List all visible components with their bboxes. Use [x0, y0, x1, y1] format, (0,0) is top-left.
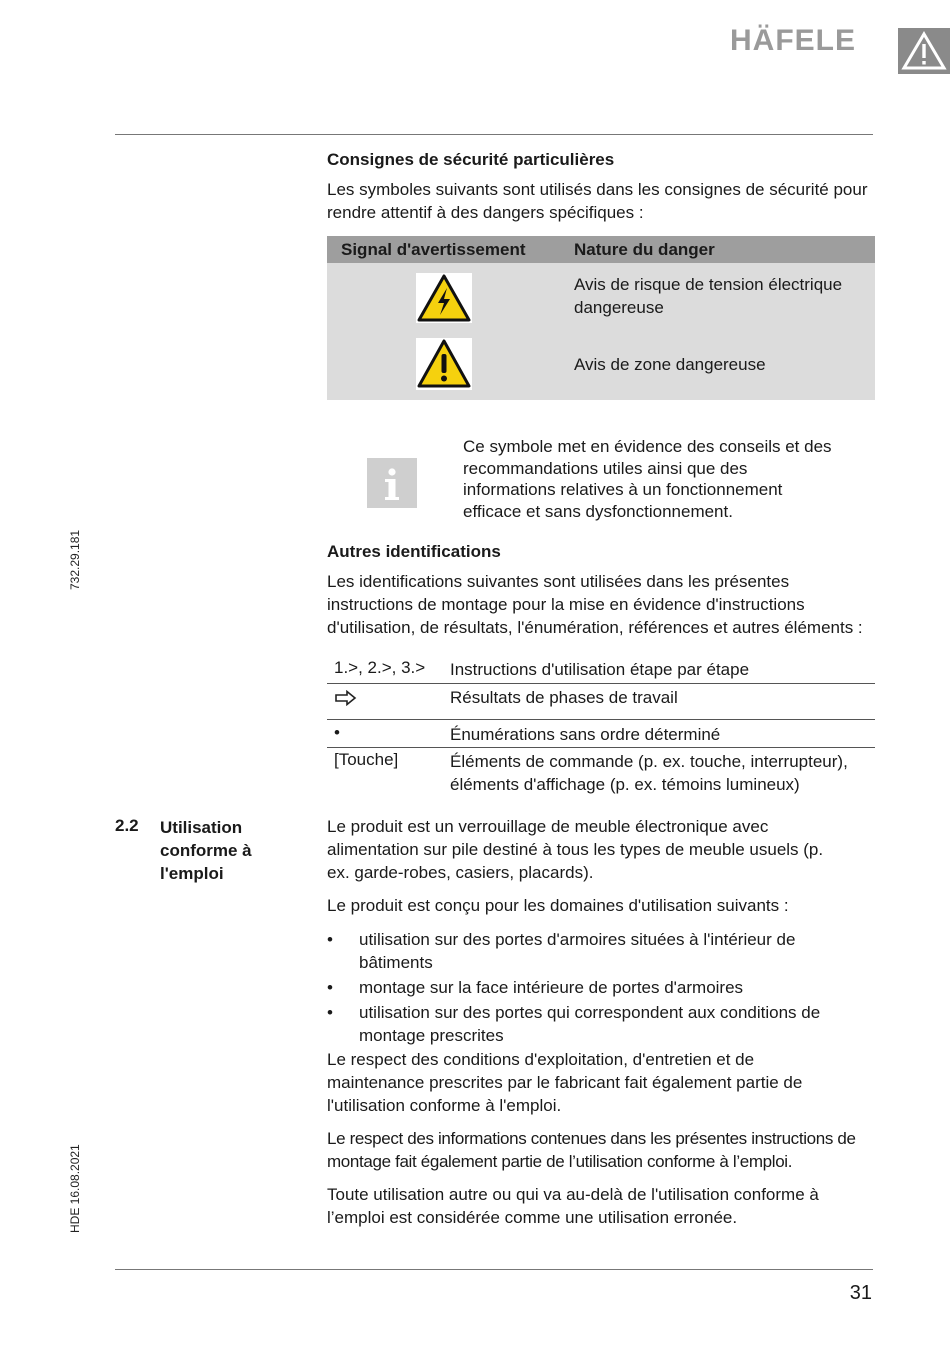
- result-arrow-icon: [334, 690, 358, 711]
- ident-mark: 1.>, 2.>, 3.>: [334, 658, 426, 677]
- section-para-1: Le produit est un verrouillage de meuble électronique avec alimentation sur pile destiné à tous les types de meuble usuels (p. ex. garde-robes, casiers, placards).: [327, 817, 824, 882]
- ident-desc: Éléments de commande (p. ex. touche, interrupteur), éléments d'affichage (p. ex. témoins lumineux): [450, 752, 848, 794]
- ident-desc: Résultats de phases de travail: [450, 688, 678, 707]
- info-note-text: Ce symbole met en évidence des conseils et des recommandations utiles ainsi que des informations relatives à un fonctionnement efficace et sans dysfonctionnement.: [463, 437, 832, 522]
- section-title: Utilisation conforme à l'emploi: [160, 818, 252, 883]
- section-para-5: Toute utilisation autre ou qui va au-delà de l'utilisation conforme à l’emploi est considérée comme une utilisation erronée.: [327, 1185, 819, 1227]
- list-item: • utilisation sur des portes d'armoires situées à l'intérieur de bâtiments: [327, 928, 827, 974]
- ident-mark: [Touche]: [334, 750, 399, 769]
- list-item: • montage sur la face intérieure de portes d'armoires: [327, 976, 827, 999]
- header-signal: Signal d'avertissement: [341, 240, 526, 259]
- electric-hazard-icon: [416, 273, 472, 328]
- section-para-3: Le respect des conditions d'exploitation, d'entretien et de maintenance prescrites par le fabricant fait également partie de l'utilisation conforme à l'emploi.: [327, 1050, 803, 1115]
- info-icon: [367, 458, 417, 508]
- ident-row: [327, 720, 875, 748]
- list-item: • utilisation sur des portes qui correspondent aux conditions de montage prescrites: [327, 1001, 827, 1047]
- bottom-rule: [115, 1269, 873, 1270]
- ident-desc: Énumérations sans ordre déterminé: [450, 725, 721, 744]
- brand-logo: HÄFELE: [730, 24, 856, 57]
- section-para-2: Le produit est conçu pour les domaines d'utilisation suivants :: [327, 896, 789, 915]
- doc-date: HDE 16.08.2021: [68, 1144, 82, 1233]
- top-rule: [115, 134, 873, 135]
- ident-desc: Instructions d'utilisation étape par étape: [450, 660, 750, 679]
- other-ids-heading: Autres identifications: [327, 542, 501, 561]
- ident-mark: •: [334, 723, 340, 742]
- ident-row: [327, 684, 875, 720]
- section-para-4: Le respect des informations contenues dans les présentes instructions de montage fait également partie de l’utilisation conforme à l’emploi.: [327, 1129, 856, 1171]
- section-number: 2.2: [115, 816, 139, 835]
- warning-table: [327, 236, 875, 400]
- page-number: 31: [849, 1282, 872, 1304]
- danger-zone-text: Avis de zone dangereuse: [574, 355, 766, 374]
- electric-hazard-text: Avis de risque de tension électrique dangereuse: [574, 275, 843, 317]
- warning-tab: [898, 28, 950, 74]
- special-safety-intro: Les symboles suivants sont utilisés dans les consignes de sécurité pour rendre attentif à des dangers spécifiques :: [327, 180, 868, 222]
- warning-table-header: [327, 236, 875, 263]
- other-ids-intro: Les identifications suivantes sont utilisées dans les présentes instructions de montage pour la mise en évidence d'instructions d'utilisation, de résultats, l'énumération, références et autres éléments :: [327, 572, 863, 637]
- special-safety-heading: Consignes de sécurité particulières: [327, 150, 615, 169]
- danger-zone-icon: [416, 338, 472, 395]
- usage-list: [327, 928, 827, 1047]
- identification-table: [327, 657, 875, 798]
- doc-number: 732.29.181: [68, 529, 82, 590]
- header-danger: Nature du danger: [574, 240, 715, 259]
- warning-triangle-icon: [898, 28, 950, 74]
- ident-row: [327, 657, 875, 684]
- ident-row: [327, 748, 875, 798]
